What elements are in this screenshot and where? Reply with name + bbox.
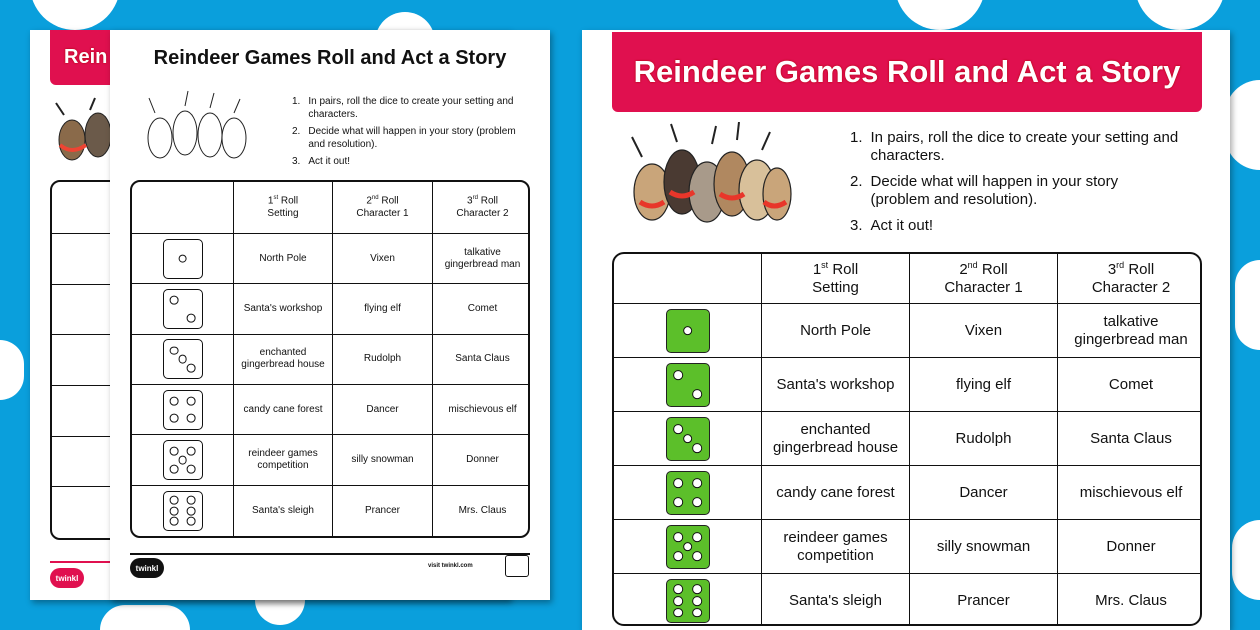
column-header [234,182,333,234]
roll-suffix: st [821,260,829,270]
back-title: Rein [64,46,108,68]
pip [683,542,693,552]
die-cell [132,486,234,536]
die-cell [614,520,762,574]
die-cell [132,435,234,485]
die-cell [614,358,762,412]
bg-dot [1135,0,1225,30]
pip [169,397,178,406]
table-cell-setting: enchanted gingerbread house [234,335,333,385]
header-label: Character 1 [356,207,409,219]
pip [673,608,683,618]
roll-word: Roll [480,195,498,207]
bg-dot [100,605,190,630]
die-cell [132,234,234,284]
roll-suffix: nd [371,195,379,202]
die-3-icon [163,339,203,379]
roll-word: Roll [1128,261,1155,278]
header-roll [268,195,298,207]
pip [169,414,178,423]
table-cell-char2: talkative gingerbread man [1058,304,1202,358]
die-cell [614,466,762,520]
die-6-icon [163,491,203,531]
roll-number: 1 [812,261,822,278]
die-1-icon [666,309,710,353]
pip [692,584,702,594]
die-cell [132,385,234,435]
roll-word: Roll [381,195,399,207]
instruction-text: Act it out! [308,156,351,167]
pip [683,326,693,336]
table-cell-char1: silly snowman [333,435,433,485]
table-cell-char1: Rudolph [333,335,433,385]
bw-page [110,30,550,600]
roll-suffix: nd [967,260,978,270]
header-label: Setting [812,279,859,296]
table-cell-char1: flying elf [910,358,1058,412]
table-cell-setting: candy cane forest [762,466,910,520]
pip [187,496,196,505]
reindeer-outline-illustration [130,88,260,170]
die-4-icon [666,471,710,515]
pip [692,596,702,606]
twinkl-logo [50,568,84,588]
story-table [612,252,1202,626]
table-cell-setting: Santa's workshop [762,358,910,412]
header-roll [1108,260,1154,279]
table-cell-char1: Dancer [333,385,433,435]
table-cell-char1: silly snowman [910,520,1058,574]
table-cell-setting: Santa's workshop [234,284,333,334]
die-6-icon [666,579,710,623]
table-cell-char1: Prancer [910,574,1058,626]
die-cell [614,412,762,466]
pip [692,478,702,488]
header-label: Character 2 [1091,279,1171,296]
pip [673,497,683,507]
instruction-text: Decide what will happen in your story (problem and resolution). [870,173,1119,208]
table-cell-char2: Donner [1058,520,1202,574]
instruction-number: 1. [850,129,863,146]
instruction-item [850,173,1180,209]
title-banner [612,32,1202,112]
instruction-text: Decide what will happen in your story (problem and resolution). [308,126,516,150]
header-roll [366,195,398,207]
pip [692,532,702,542]
pip [673,532,683,542]
roll-number: 3 [467,195,473,207]
instruction-number: 1. [292,96,301,107]
roll-suffix: st [273,195,279,202]
pip [673,551,683,561]
column-header [433,182,530,234]
instruction-number: 2. [850,173,863,190]
die-cell [132,335,234,385]
table-cell-char2: talkative gingerbread man [433,234,530,284]
instruction-text: In pairs, roll the dice to create your setting and characters. [870,129,1179,164]
reindeer-illustration [612,122,802,242]
twinkl-logo [130,558,164,578]
die-5-icon [163,440,203,480]
roll-word: Roll [280,195,299,207]
pip [692,551,702,561]
instruction-number: 2. [292,126,301,137]
pip [683,434,693,444]
pip [169,496,178,505]
pip [178,456,187,465]
footer-line [130,553,530,555]
column-header [1058,254,1202,304]
table-cell-char1: Prancer [333,486,433,536]
table-cell-setting: Santa's sleigh [234,486,333,536]
pip [692,608,702,618]
instruction-item [850,217,1180,235]
table-cell-setting: candy cane forest [234,385,333,435]
pip [187,364,196,373]
pip [187,397,196,406]
table-cell-char2: mischievous elf [433,385,530,435]
table-cell-char2: mischievous elf [1058,466,1202,520]
brand-text: twinkl [135,563,159,573]
header-roll [813,260,858,279]
bg-dot [1232,520,1260,600]
table-cell-setting: North Pole [234,234,333,284]
pip [169,346,178,355]
die-2-icon [666,363,710,407]
header-label: Character 1 [944,279,1023,296]
pip [673,370,683,380]
pip [169,464,178,473]
table-cell-char2: Comet [433,284,530,334]
pip [673,478,683,488]
table-cell-setting: enchanted gingerbread house [762,412,910,466]
bg-dot [895,0,985,30]
header-blank-cell [614,254,762,304]
header-label: Setting [267,207,299,219]
instruction-number: 3. [292,156,301,167]
pip [692,443,702,453]
table-cell-setting: Santa's sleigh [762,574,910,626]
brand-text: twinkl [55,573,79,583]
table-cell-char1: Vixen [910,304,1058,358]
table-cell-char1: flying elf [333,284,433,334]
bg-dot [30,0,120,30]
column-header [910,254,1058,304]
front-color-page [582,30,1230,630]
roll-number: 2 [366,195,372,207]
header-roll [467,195,498,207]
table-cell-char1: Dancer [910,466,1058,520]
pip [673,596,683,606]
bg-dot [1225,80,1260,170]
table-cell-char2: Santa Claus [433,335,530,385]
bw-title: Reindeer Games Roll and Act a Story [153,47,507,69]
roll-word: Roll [981,261,1008,278]
header-blank-cell [132,182,234,234]
bg-dot [1235,260,1260,350]
instructions-list [850,129,1180,243]
roll-word: Roll [832,261,859,278]
pip [187,517,196,526]
table-cell-char2: Mrs. Claus [458,504,507,516]
pip [169,517,178,526]
table-cell-char2: Donner [433,435,530,485]
pip [187,447,196,456]
roll-suffix: rd [1116,260,1125,270]
column-header [333,182,433,234]
table-cell-setting: reindeer games competition [762,520,910,574]
die-2-icon [163,289,203,329]
instruction-item [292,156,517,169]
die-3-icon [666,417,710,461]
bw-instructions [292,96,517,174]
instruction-item [292,126,517,151]
table-cell-setting: reindeer games competition [234,435,333,485]
bw-story-table [130,180,530,538]
pip [187,414,196,423]
pip [178,355,187,364]
pip [673,424,683,434]
roll-number: 1 [267,195,274,207]
table-cell-char2: Mrs. Claus [1095,592,1167,609]
instruction-item [292,96,517,121]
pip [187,506,196,515]
pip [169,447,178,456]
pip [692,497,702,507]
footer-url: visit twinkl.com [428,563,473,569]
pip [169,296,178,305]
roll-number: 3 [1107,261,1117,278]
column-header [762,254,910,304]
pip [187,313,196,322]
header-roll [959,260,1007,279]
instruction-text: Act it out! [870,217,934,234]
quality-badge [505,555,529,577]
die-cell [132,284,234,334]
die-cell [614,304,762,358]
table-cell-setting: North Pole [762,304,910,358]
table-cell-char1: Vixen [333,234,433,284]
instruction-item [850,129,1180,165]
roll-suffix: rd [472,195,478,202]
pip [673,584,683,594]
die-1-icon [163,239,203,279]
die-cell [614,574,762,626]
table-cell-char2: Santa Claus [1058,412,1202,466]
pip [187,464,196,473]
roll-number: 2 [959,261,968,278]
pip [169,506,178,515]
die-4-icon [163,390,203,430]
reindeer-illustration [50,95,110,175]
table-cell-char2: Comet [1058,358,1202,412]
bg-dot [0,340,24,400]
die-5-icon [666,525,710,569]
instruction-number: 3. [850,217,863,234]
table-cell-char1: Rudolph [910,412,1058,466]
instruction-text: In pairs, roll the dice to create your setting and characters. [308,96,514,120]
pip [692,389,702,399]
page-title: Reindeer Games Roll and Act a Story [633,54,1181,89]
header-label: Character 2 [456,207,509,219]
pip [178,254,187,263]
